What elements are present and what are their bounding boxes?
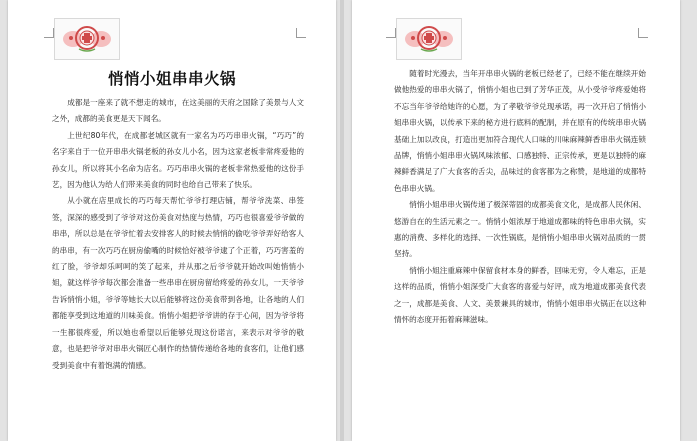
margin-corner-mark bbox=[296, 28, 306, 38]
header-logo bbox=[396, 18, 462, 60]
document-page-2[interactable] bbox=[352, 0, 680, 441]
header-logo bbox=[54, 18, 120, 60]
paragraph: 随着时光漫去，当年开串串火锅的老板已经老了，已经不能在继续开始做他热爱的串串火锅了，悄悄小姐也已到了芳华正茂，从小受爷爷疼爱她将不忘当年爷爷给她许的心愿，为了孝敬爷爷兑现承诺，再一次开启了悄悄小姐串串火锅，以传承下来的秘方进行底料的配制，并在原有的传统串串火锅基础上加以改良，打造出更加符合现代人口味的川味麻辣鲜香串串火锅连锁品牌，悄悄小姐串串火锅风味浓郁、口感独特、正宗传承，更是以独特的麻辣鲜香满足了广大食客的舌尖，品味过的食客都为之称赞，是地道的成都特色串串火锅。 bbox=[394, 69, 646, 193]
restaurant-logo-icon bbox=[59, 23, 115, 55]
margin-corner-mark bbox=[44, 28, 54, 38]
body-text-page-2[interactable] bbox=[394, 66, 646, 329]
body-text-page-1[interactable] bbox=[52, 95, 304, 374]
page-gap bbox=[340, 0, 344, 441]
document-page-1[interactable] bbox=[8, 0, 336, 441]
margin-corner-mark bbox=[386, 28, 396, 38]
paragraph: 成都是一座来了就不想走的城市，在这美丽的天府之国除了美景与人文之外，成都的美食更是天下闻名。 bbox=[52, 98, 304, 124]
paragraph: 上世纪80年代，在成都老城区就有一家名为巧巧串串火锅，“巧巧”的名字来自于一位开串串火锅老板的孙女儿小名，因为这家老板非常疼爱他的孙女儿，所以将其小名命为店名。巧巧串串火锅的老板非常热爱他的这份手艺，因为他认为给人们带来美食的同时也给自己带来了快乐。 bbox=[52, 130, 304, 190]
document-title: 悄悄小姐串串火锅 bbox=[107, 70, 236, 88]
restaurant-logo-icon bbox=[401, 23, 457, 55]
margin-corner-mark bbox=[638, 28, 648, 38]
paragraph: 悄悄小姐串串火锅传递了极深蒂固的成都美食文化，是成都人民休闲、悠游自在的生活元素之一。悄悄小姐浓厚于地道成都味的特色串串火锅，实惠的消费、多样化的选择、一次性锅底，是悄悄小姐串串火锅对品质的一贯坚持。 bbox=[394, 200, 646, 259]
paragraph: 悄悄小姐注重麻辣中保留食材本身的鲜香，回味无穷，令人难忘，正是这样的品质，悄悄小姐深受广大食客的喜爱与好评，成为地道成都美食代表之一，成都是美食、人文、美景兼具的城市，悄悄小姐串串火锅正在以这种情怀的态度开拓着麻辣滋味。 bbox=[394, 265, 646, 325]
paragraph: 从小就在店里成长的巧巧每天帮忙爷爷打理店铺，帮爷爷洗菜、串签签，深深的感受到了爷爷对这份美食对热度与热情，巧巧也很喜爱爷爷做的串串，所以总是在爷爷忙着去安排客人的时候去悄悄的偷吃爷爷弄好给客人的串串，有一次巧巧在厨房偷嘴的时候恰好被爷爷逮了个正着，巧巧害羞的红了脸，爷爷却乐呵呵的笑了起来，并从那之后爷爷就开始改叫她悄悄小姐，就这样爷爷每次都会准备一些串串在厨房留给疼爱的孙女儿，一天爷爷告诉悄悄小姐，爷爷等她长大以后能够将这份美食带到各地，让各地的人们都能享受到这地道的川味美食。悄悄小姐把爷爷讲的存于心间，因为爷爷将一生都很疼爱，所以她也希望以后能够兑现这份诺言，来表示对爷爷的敬意，也是把爷爷对串串火锅匠心制作的热情传递给各地的食客们，让他们感受到美食中有着饱满的情感。 bbox=[52, 196, 304, 370]
